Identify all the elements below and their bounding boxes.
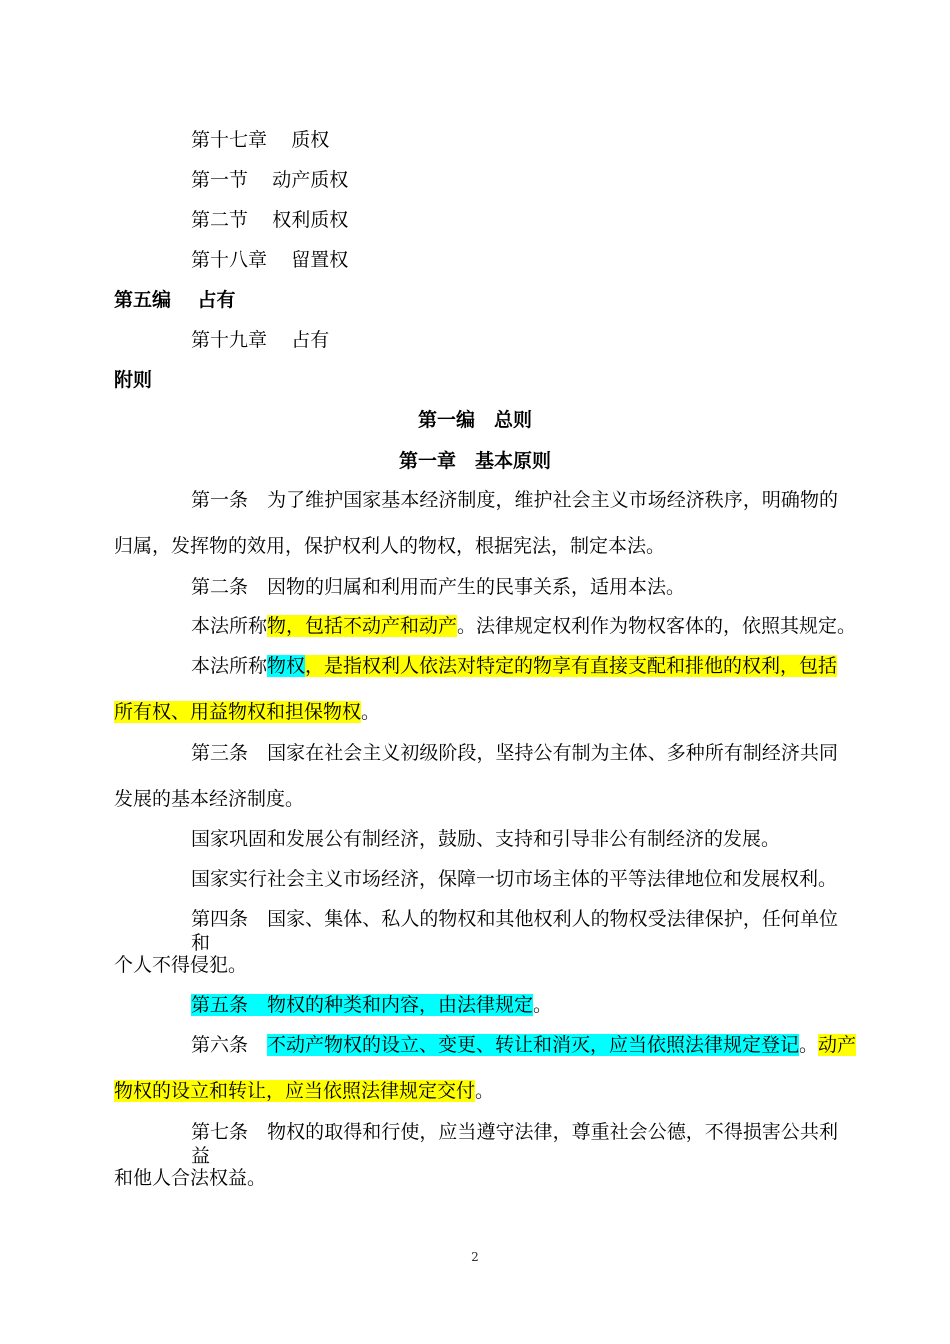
article-2-para2 bbox=[191, 614, 950, 638]
article-3-para2: 国家巩固和发展公有制经济，鼓励、支持和引导非公有制经济的发展。 bbox=[191, 828, 781, 850]
text: 。 bbox=[799, 1034, 819, 1056]
toc-title: 质权 bbox=[291, 129, 330, 151]
toc-title: 留置权 bbox=[291, 249, 349, 271]
article-7-line1: 第七条 物权的取得和行使，应当遵守法律，尊重社会公德，不得损害公共利益 bbox=[191, 1121, 838, 1167]
highlight-yellow: 动产 bbox=[818, 1034, 857, 1056]
toc-item bbox=[191, 128, 950, 152]
part-heading: 第一编 总则 bbox=[417, 409, 532, 431]
toc-title: 权利质权 bbox=[272, 209, 349, 231]
toc-item bbox=[191, 168, 950, 192]
page-number: 2 bbox=[471, 1250, 479, 1264]
toc-title: 动产质权 bbox=[272, 169, 349, 191]
article-2-para3-line2 bbox=[114, 700, 950, 724]
chapter-heading: 第一章 基本原则 bbox=[398, 450, 551, 472]
highlight-yellow: 所有权、用益物权和担保物权 bbox=[114, 701, 362, 723]
article-1-line2: 归属，发挥物的效用，保护权利人的物权，根据宪法，制定本法。 bbox=[114, 535, 666, 557]
highlight-cyan: 物权 bbox=[267, 655, 306, 677]
article-3-para3: 国家实行社会主义市场经济，保障一切市场主体的平等法律地位和发展权利。 bbox=[191, 868, 838, 890]
article-2-para3-line1 bbox=[191, 654, 950, 678]
highlight-yellow: ，是指权利人依法对特定的物享有直接支配和排他的权利，包括 bbox=[305, 655, 838, 677]
highlight-cyan: 不动产物权的设立、变更、转让和消灭，应当依照法律规定登记 bbox=[267, 1034, 800, 1056]
text: 本法所称 bbox=[191, 655, 268, 677]
toc-title: 占有 bbox=[197, 289, 236, 311]
toc-label: 第五编 bbox=[114, 289, 172, 311]
toc-label: 第十九章 bbox=[191, 329, 268, 351]
toc-part bbox=[114, 368, 950, 392]
text: 。 bbox=[361, 701, 381, 723]
highlight-yellow: 物权的设立和转让，应当依照法律规定交付 bbox=[114, 1080, 476, 1102]
toc-label: 第二节 bbox=[191, 209, 249, 231]
text: 。法律规定权利作为物权客体的，依照其规定。 bbox=[457, 615, 857, 637]
article-3-line2: 发展的基本经济制度。 bbox=[114, 788, 305, 810]
toc-item bbox=[191, 208, 950, 232]
toc-label: 第十七章 bbox=[191, 129, 268, 151]
text: 。 bbox=[475, 1080, 495, 1102]
toc-part bbox=[114, 288, 950, 312]
text: 。 bbox=[533, 994, 553, 1016]
toc-item bbox=[191, 248, 950, 272]
article-7-line2: 和他人合法权益。 bbox=[114, 1167, 267, 1189]
text: 本法所称 bbox=[191, 615, 268, 637]
toc-title: 占有 bbox=[291, 329, 330, 351]
toc-label: 附则 bbox=[114, 369, 153, 391]
toc-label: 第一节 bbox=[191, 169, 249, 191]
article-2: 第二条 因物的归属和利用而产生的民事关系，适用本法。 bbox=[191, 576, 686, 598]
toc-label: 第十八章 bbox=[191, 249, 268, 271]
article-4-line1: 第四条 国家、集体、私人的物权和其他权利人的物权受法律保护，任何单位和 bbox=[191, 908, 838, 954]
article-4-line2: 个人不得侵犯。 bbox=[114, 954, 248, 976]
text: 第六条 bbox=[191, 1034, 268, 1056]
highlight-yellow: 物，包括不动产和动产 bbox=[267, 615, 458, 637]
toc-item bbox=[191, 328, 950, 352]
article-6-line1 bbox=[191, 1033, 950, 1057]
article-6-line2 bbox=[114, 1079, 950, 1103]
article-1-line1: 第一条 为了维护国家基本经济制度，维护社会主义市场经济秩序，明确物的 bbox=[191, 489, 838, 511]
article-5 bbox=[191, 993, 950, 1017]
article-3-line1: 第三条 国家在社会主义初级阶段，坚持公有制为主体、多种所有制经济共同 bbox=[191, 742, 838, 764]
highlight-cyan: 第五条 物权的种类和内容，由法律规定 bbox=[191, 994, 534, 1016]
